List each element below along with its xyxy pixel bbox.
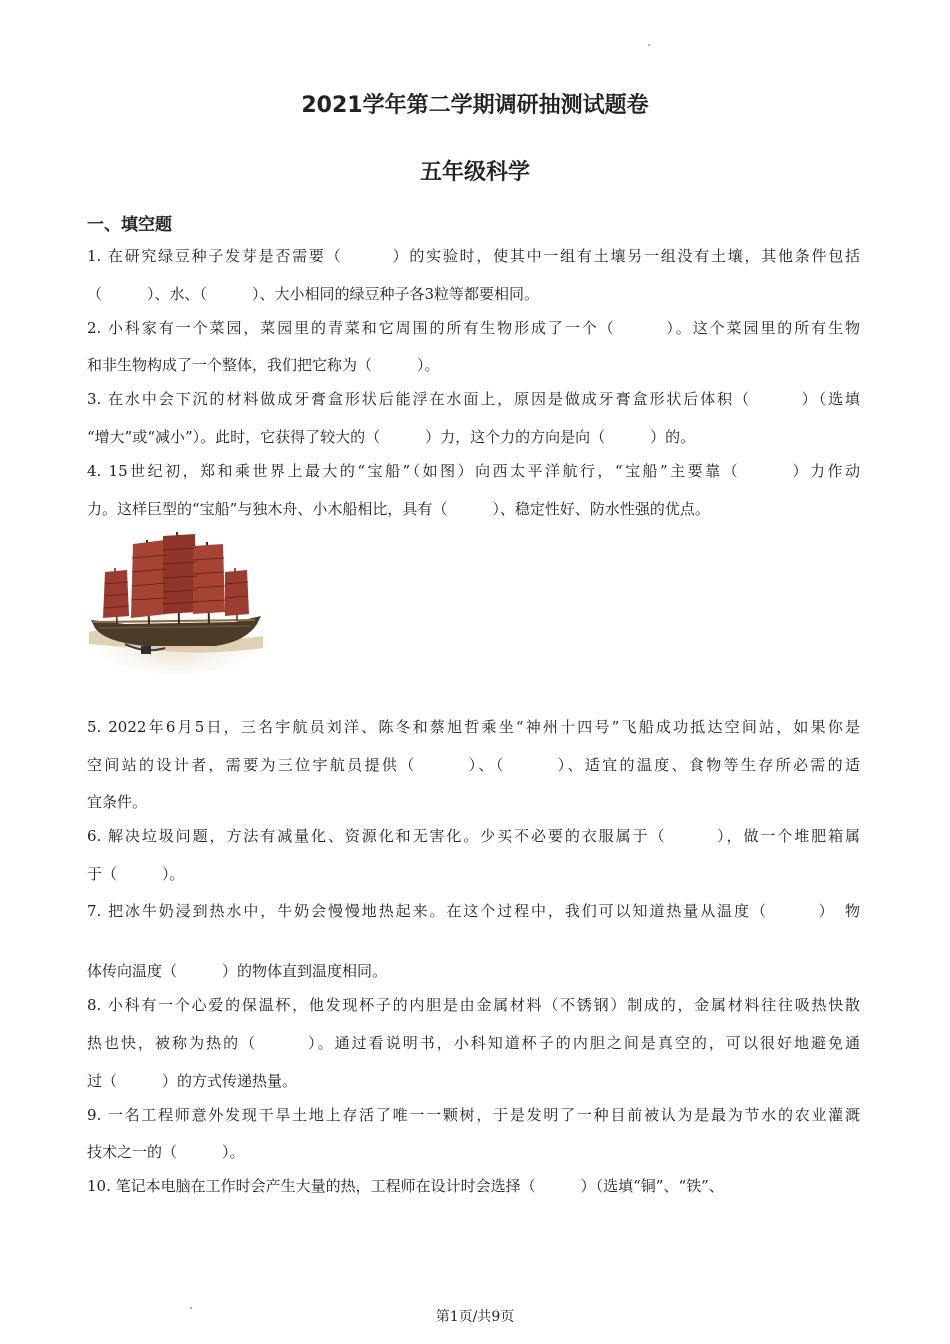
question-4-line-1: 4. 15世纪初，郑和乘世界上最大的“宝船”（如图）向西太平洋航行，“宝船”主要靠（ ）力作动 bbox=[87, 462, 860, 480]
question-6-line-1: 6. 解决垃圾问题，方法有减量化、资源化和无害化。少买不必要的衣服属于（ ），做一个堆肥箱属 bbox=[87, 827, 860, 845]
speck-mark bbox=[648, 44, 650, 46]
question-8-line-2: 热也快，被称为热的（ ）。通过看说明书，小科知道杯子的内胆之间是真空的，可以很好地避免通 bbox=[87, 1034, 860, 1052]
question-8-line-3: 过（ ）的方式传递热量。 bbox=[87, 1072, 298, 1090]
question-5-line-1: 5. 2022年6月5日，三名宇航员刘洋、陈冬和蔡旭哲乘坐“神州十四号”飞船成功抵达空间站，如果你是 bbox=[87, 718, 860, 736]
page-number: 第1页/共9页 bbox=[435, 1309, 515, 1325]
question-9-line-2: 技术之一的（ ）。 bbox=[87, 1143, 245, 1161]
question-7-line-1: 7. 把冰牛奶浸到热水中，牛奶会慢慢地热起来。在这个过程中，我们可以知道热量从温度（ ） 物 bbox=[87, 902, 860, 920]
treasure-ship-image bbox=[85, 528, 265, 676]
question-5-line-3: 宜条件。 bbox=[87, 793, 148, 811]
question-3-line-2: “增大”或“减小”）。此时，它获得了较大的（ ）力，这个力的方向是向（ ）的。 bbox=[87, 428, 696, 446]
question-1-line-1: 1. 在研究绿豆种子发芽是否需要（ ）的实验时，使其中一组有土壤另一组没有土壤，其他条件包括 bbox=[87, 247, 860, 265]
question-1-line-2: （ ）、水、（ ）、大小相同的绿豆种子各3粒等都要相同。 bbox=[87, 285, 540, 303]
question-6-line-2: 于（ ）。 bbox=[87, 865, 185, 883]
question-2-line-1: 2. 小科家有一个菜园，菜园里的青菜和它周围的所有生物形成了一个（ ）。这个菜园里的所有生物 bbox=[87, 319, 860, 337]
question-5-line-2: 空间站的设计者，需要为三位宇航员提供（ ）、（ ）、适宜的温度、食物等生存所必需的适 bbox=[87, 756, 860, 774]
page-title: 2021学年第二学期调研抽测试题卷 bbox=[301, 93, 649, 118]
question-9-line-1: 9. 一名工程师意外发现干旱土地上存活了唯一一颗树，于是发明了一种目前被认为是最为节水的农业灌溉 bbox=[87, 1106, 860, 1124]
question-10-line-1: 10. 笔记本电脑在工作时会产生大量的热，工程师在设计时会选择（ ）（选填“铜”、“铁”、 bbox=[87, 1177, 724, 1195]
section-heading: 一、填空题 bbox=[87, 215, 172, 235]
question-8-line-1: 8. 小科有一个心爱的保温杯，他发现杯子的内胆是由金属材料（不锈钢）制成的，金属材料往往吸热快散 bbox=[87, 996, 860, 1014]
question-3-line-1: 3. 在水中会下沉的材料做成牙膏盒形状后能浮在水面上，原因是做成牙膏盒形状后体积（ ）（选填 bbox=[87, 390, 860, 408]
question-7-line-2: 体传向温度（ ）的物体直到温度相同。 bbox=[87, 962, 388, 980]
page-subtitle: 五年级科学 bbox=[419, 160, 530, 185]
question-4-line-2: 力。这样巨型的“宝船”与独木舟、小木船相比，具有（ ）、稳定性好、防水性强的优点。 bbox=[87, 500, 710, 518]
question-2-line-2: 和非生物构成了一个整体，我们把它称为（ ）。 bbox=[87, 356, 440, 374]
